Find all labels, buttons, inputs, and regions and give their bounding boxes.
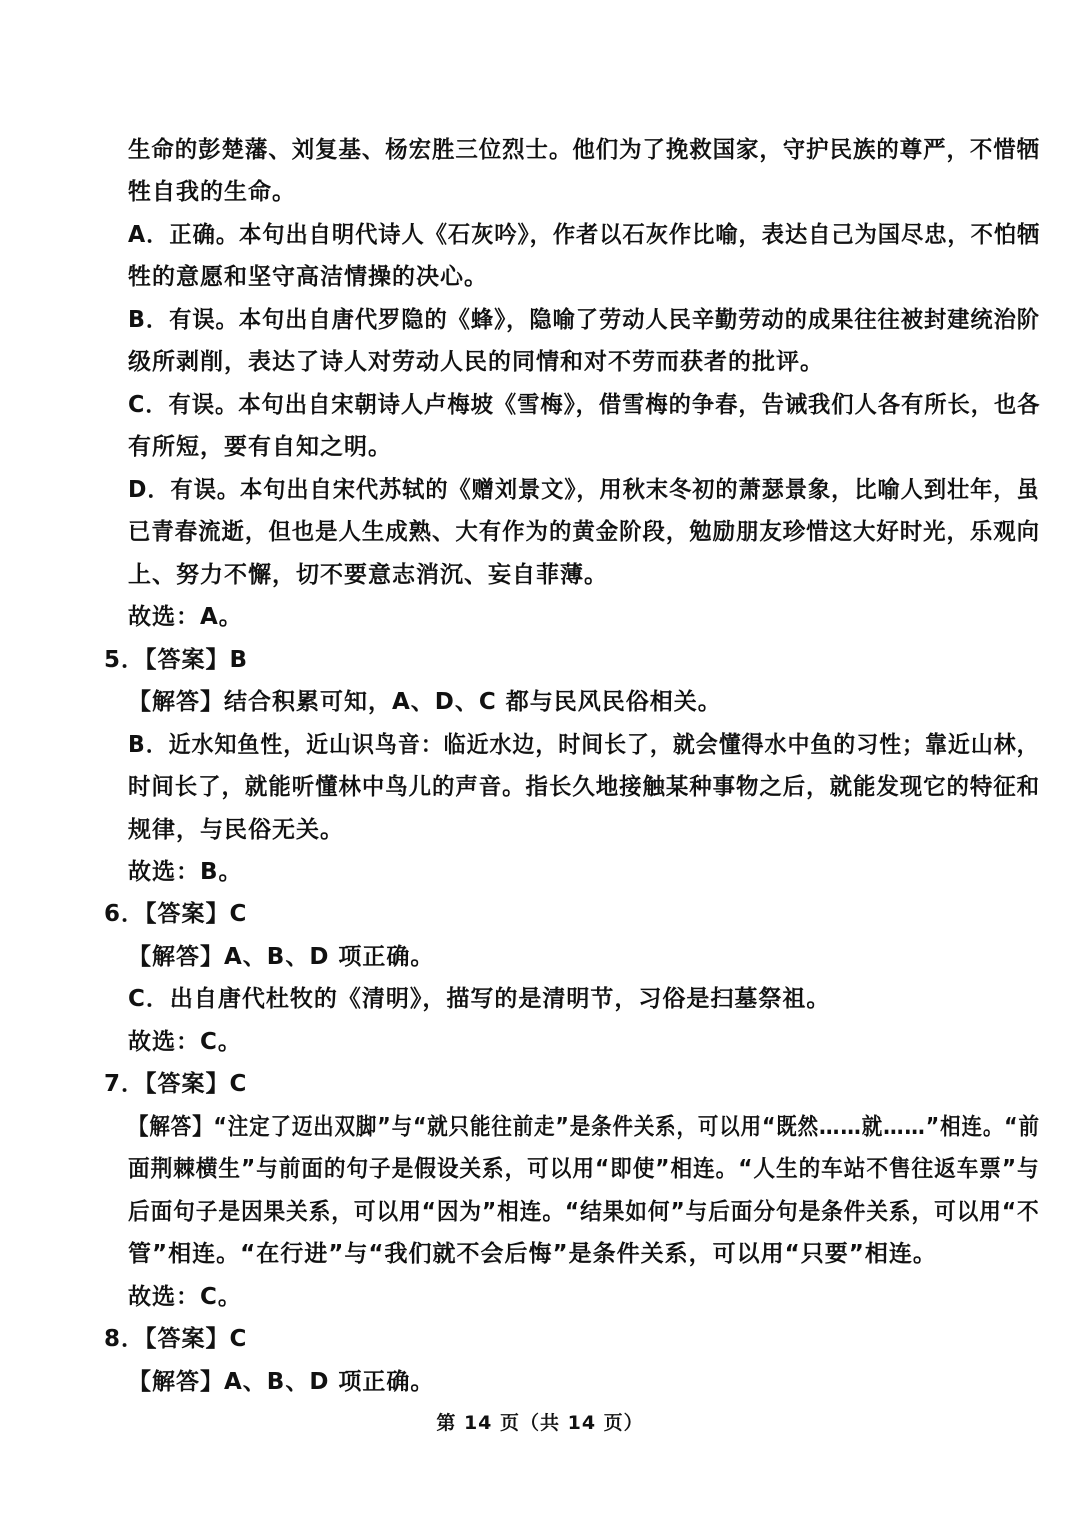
text-line: 牲自我的生命。 [128, 179, 296, 205]
text-line: 已青春流逝，但也是人生成熟、大有作为的黄金阶段，勉励朋友珍惜这大好时光，乐观向 [128, 519, 1041, 545]
answer-heading: 5．【答案】B [104, 647, 249, 673]
text-line: 【解答】A、B、D 项正确。 [128, 1369, 435, 1395]
text-line: 级所剥削，表达了诗人对劳动人民的同情和对不劳而获者的批评。 [128, 349, 824, 375]
text-line: 牲的意愿和坚守高洁情操的决心。 [128, 264, 488, 290]
text-line: 生命的彭楚藩、刘复基、杨宏胜三位烈士。他们为了挽救国家，守护民族的尊严，不惜牺 [128, 137, 1041, 163]
text-line: 规律，与民俗无关。 [128, 817, 344, 843]
text-line: 后面句子是因果关系，可以用“因为”相连。“结果如何”与后面分句是条件关系，可以用“不 [128, 1199, 1040, 1225]
text-line: 故选：C。 [128, 1284, 242, 1310]
text-line: B．有误。本句出自唐代罗隐的《蜂》，隐喻了劳动人民辛勤劳动的成果往往被封建统治阶 [128, 307, 1041, 333]
text-line: C．出自唐代杜牧的《清明》，描写的是清明节，习俗是扫墓祭祖。 [128, 986, 831, 1012]
text-line: 上、努力不懈，切不要意志消沉、妄自菲薄。 [128, 562, 608, 588]
text-line: C．有误。本句出自宋朝诗人卢梅坡《雪梅》，借雪梅的争春，告诫我们人各有所长，也各 [128, 392, 1041, 418]
text-line: 【解答】结合积累可知，A、D、C 都与民风民俗相关。 [128, 689, 722, 715]
text-line: 故选：C。 [128, 1029, 242, 1055]
text-line: 故选：B。 [128, 859, 243, 885]
text-line: D．有误。本句出自宋代苏轼的《赠刘景文》，用秋末冬初的萧瑟景象，比喻人到壮年，虽 [128, 477, 1040, 503]
text-line: 【解答】A、B、D 项正确。 [128, 944, 435, 970]
text-line: 时间长了，就能听懂林中鸟儿的声音。指长久地接触某种事物之后，就能发现它的特征和 [128, 774, 1041, 800]
text-line: 故选：A。 [128, 604, 243, 630]
answer-heading: 8．【答案】C [104, 1326, 248, 1352]
answer-heading: 6．【答案】C [104, 901, 248, 927]
text-line: 【解答】“注定了迈出双脚”与“就只能往前走”是条件关系，可以用“既然……就……”相连。“前 [128, 1114, 1040, 1140]
answer-heading: 7．【答案】C [104, 1071, 248, 1097]
text-line: A．正确。本句出自明代诗人《石灰吟》，作者以石灰作比喻，表达自己为国尽忠，不怕牺 [128, 222, 1041, 248]
page-number-footer: 第 14 页（共 14 页） [436, 1412, 644, 1434]
text-line: 面荆棘横生”与前面的句子是假设关系，可以用“即使”相连。“人生的车站不售往返车票”与 [128, 1156, 1040, 1182]
text-line: B．近水知鱼性，近山识鸟音：临近水边，时间长了，就会懂得水中鱼的习性；靠近山林， [128, 732, 1040, 758]
text-line: 有所短，要有自知之明。 [128, 434, 392, 460]
text-line: 管”相连。“在行进”与“我们就不会后悔”是条件关系，可以用“只要”相连。 [128, 1241, 937, 1267]
